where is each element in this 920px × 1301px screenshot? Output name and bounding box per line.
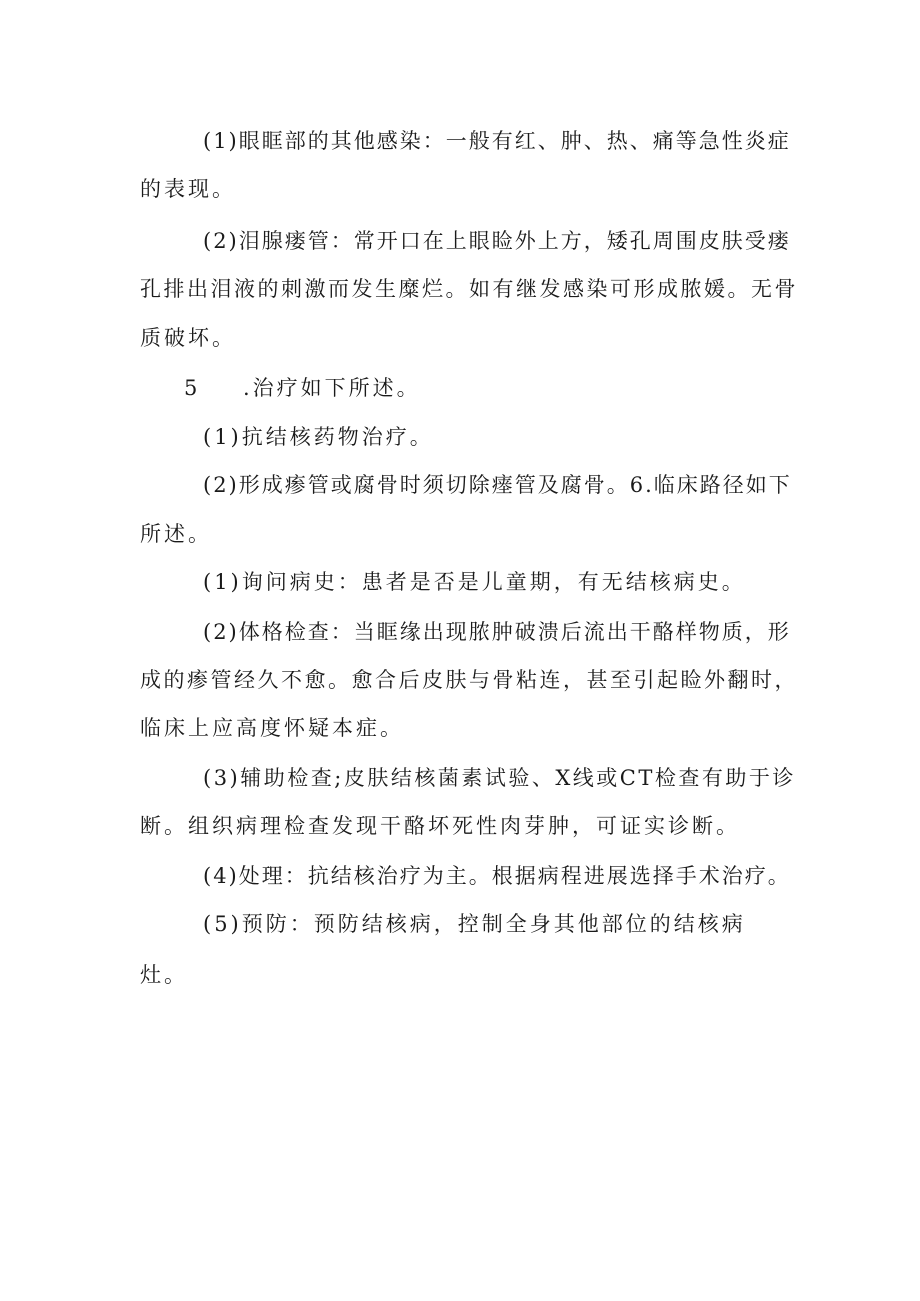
text-line-15: (4)处理：抗结核治疗为主。根据病程进展选择手术治疗。 xyxy=(203,864,791,888)
text-line-12: 临床上应高度怀疑本症。 xyxy=(140,716,404,740)
text-line-7: (2)形成瘆管或腐骨时须切除瘗管及腐骨。6.临床路径如下 xyxy=(203,473,792,497)
section-5-title: .治疗如下所述。 xyxy=(243,376,421,400)
text-line-4: 孔排出泪液的刺激而发生糜烂。如有继发感染可形成脓媛。无骨 xyxy=(140,277,798,301)
text-line-6: (1)抗结核药物治疗。 xyxy=(203,425,434,449)
text-line-9: (1)询问病史：患者是否是儿童期，有无结核病史。 xyxy=(203,570,746,594)
text-line-10: (2)体格检查：当眶缘出现脓肿破溃后流出干酪样物质，形 xyxy=(203,620,791,644)
text-line-11: 成的瘆管经久不愈。愈合后皮肤与骨粘连，甚至引起睑外翻时， xyxy=(140,668,798,692)
text-line-3: (2)泪腺瘘管：常开口在上眼睑外上方，矮孔周围皮肤受瘘 xyxy=(203,229,791,253)
text-line-2: 的表现。 xyxy=(140,177,236,201)
text-line-13: (3)辅助检查;皮肤结核菌素试验、X线或CT检查有助于诊 xyxy=(203,766,796,790)
text-line-14: 断。组织病理检查发现干酪坏死性肉芽肿，可证实诊断。 xyxy=(140,814,740,838)
section-5-number: 5 xyxy=(184,376,198,400)
text-line-17: 灶。 xyxy=(140,963,188,987)
text-line-16: (5)预防：预防结核病，控制全身其他部位的结核病 xyxy=(203,912,746,936)
text-line-1: (1)眼眶部的其他感染：一般有红、肿、热、痛等急性炎症 xyxy=(203,129,791,153)
text-line-8: 所述。 xyxy=(140,522,212,546)
text-line-5: 质破坏。 xyxy=(140,326,236,350)
